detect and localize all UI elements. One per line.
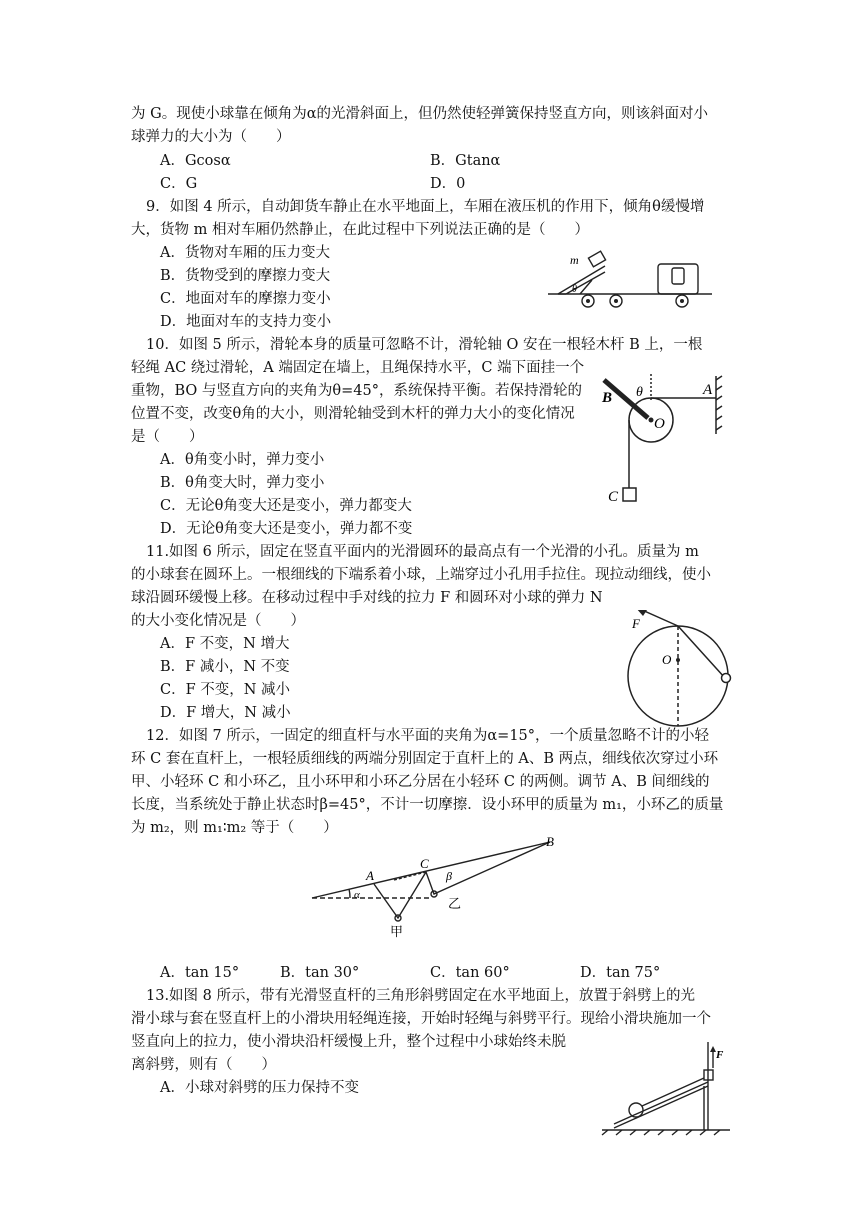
q9-option-a: A．货物对车厢的压力变大 — [160, 245, 330, 261]
figure-6-label-o: O — [662, 652, 672, 667]
q13-line-4: 离斜劈，则有（ ） — [131, 1057, 276, 1073]
q8-line-2: 球弹力的大小为（ ） — [131, 129, 291, 145]
figure-7-label-jia: 甲 — [390, 924, 404, 939]
q9-option-b: B．货物受到的摩擦力变大 — [160, 268, 331, 284]
figure-5-label-theta: θ — [636, 385, 643, 400]
q9-line-2: 大，货物 m 相对车厢仍然静止，在此过程中下列说法正确的是（ ） — [131, 222, 589, 238]
figure-6-label-f: F — [632, 616, 640, 631]
q12-option-b: B．tan 30° — [280, 965, 360, 981]
q12-option-a: A．tan 15° — [160, 965, 240, 981]
figure-5-label-o: O — [654, 416, 665, 432]
q11-line-3: 球沿圆环缓慢上移。在移动过程中手对线的拉力 F 和圆环对小球的弹力 N — [131, 590, 603, 606]
q11-option-b: B．F 减小，N 不变 — [160, 659, 290, 675]
q11-line-4: 的大小变化情况是（ ） — [131, 613, 305, 629]
q10-option-b: B．θ角变大时，弹力变小 — [160, 475, 325, 491]
q13-line-2: 滑小球与套在竖直杆上的小滑块用轻绳连接，开始时轻绳与斜劈平行。现给小滑块施加一个 — [131, 1011, 711, 1027]
figure-7-rod — [310, 832, 570, 940]
q8-option-d: D．0 — [430, 176, 466, 192]
figure-7-label-alpha: α — [354, 889, 360, 901]
q10-line-1: 10．如图 5 所示，滑轮本身的质量可忽略不计，滑轮轴 O 安在一根轻木杆 B 上，一根 — [146, 337, 703, 353]
q10-option-a: A．θ角变小时，弹力变小 — [160, 452, 325, 468]
q10-option-d: D．无论θ角变大还是变小，弹力都不变 — [160, 521, 413, 537]
figure-5-label-c: C — [608, 489, 619, 505]
figure-7-label-b: B — [546, 834, 554, 849]
q10-option-c: C．无论θ角变大还是变小，弹力都变大 — [160, 498, 412, 514]
figure-4-label-theta: θ — [572, 284, 577, 295]
figure-7-label-a: A — [366, 868, 374, 883]
figure-4-dump-truck — [540, 246, 720, 314]
figure-5-pulley — [596, 370, 736, 510]
figure-7-label-c: C — [420, 856, 429, 871]
q9-option-d: D．地面对车的支持力变小 — [160, 314, 332, 330]
figure-7-label-beta: β — [446, 869, 452, 883]
q12-option-c: C．tan 60° — [430, 965, 510, 981]
q11-option-a: A．F 不变，N 增大 — [160, 636, 290, 652]
figure-5-label-a: A — [703, 382, 713, 398]
q8-option-c: C．G — [160, 176, 198, 192]
figure-8-label-f: F — [716, 1049, 724, 1061]
q13-line-3: 竖直向上的拉力，使小滑块沿杆缓慢上升，整个过程中小球始终未脱 — [131, 1034, 566, 1050]
q12-option-d: D．tan 75° — [580, 965, 661, 981]
q12-line-5: 为 m₂，则 m₁∶m₂ 等于（ ） — [131, 820, 338, 836]
figure-5-label-b: B — [602, 390, 613, 406]
q8-option-b: B．Gtanα — [430, 153, 501, 169]
q11-line-2: 的小球套在圆环上。一根细线的下端系着小球，上端穿过小孔用手拉住。现拉动细线，使小 — [131, 567, 711, 583]
q11-option-c: C．F 不变，N 减小 — [160, 682, 291, 698]
q9-option-c: C．地面对车的摩擦力变小 — [160, 291, 331, 307]
q13-option-a: A．小球对斜劈的压力保持不变 — [160, 1080, 359, 1096]
figure-8-wedge — [600, 1038, 740, 1136]
q10-line-5: 是（ ） — [131, 429, 204, 445]
q9-line-1: 9．如图 4 所示，自动卸货车静止在水平地面上，车厢在液压机的作用下，倾角θ缓慢增 — [146, 199, 705, 215]
q12-line-3: 甲、小轻环 C 和小环乙，且小环甲和小环乙分居在小轻环 C 的两侧。调节 A、B 间细线的 — [131, 774, 710, 790]
q12-line-1: 12．如图 7 所示，一固定的细直杆与水平面的夹角为α=15°，一个质量忽略不计的小轻 — [146, 728, 710, 744]
figure-4-label-m: m — [570, 253, 579, 267]
q12-line-4: 长度，当系统处于静止状态时β=45°，不计一切摩擦．设小环甲的质量为 m₁，小环乙的质量 — [131, 797, 724, 813]
q11-line-1: 11.如图 6 所示，固定在竖直平面内的光滑圆环的最高点有一个光滑的小孔。质量为 m — [146, 544, 699, 560]
q11-option-d: D．F 增大，N 减小 — [160, 705, 291, 721]
q12-line-2: 环 C 套在直杆上，一根轻质细线的两端分别固定于直杆上的 A、B 两点，细线依次穿过小环 — [131, 751, 719, 767]
figure-6-ring — [620, 610, 740, 735]
q10-line-3: 重物，BO 与竖直方向的夹角为θ=45°，系统保持平衡。若保持滑轮的 — [131, 383, 582, 399]
q8-line-1: 为 G。现使小球靠在倾角为α的光滑斜面上，但仍然使轻弹簧保持竖直方向，则该斜面对小 — [131, 106, 708, 122]
figure-7-label-yi: 乙 — [448, 896, 462, 911]
q10-line-2: 轻绳 AC 绕过滑轮，A 端固定在墙上，且绳保持水平，C 端下面挂一个 — [131, 360, 585, 376]
q10-line-4: 位置不变，改变θ角的大小，则滑轮轴受到木杆的弹力大小的变化情况 — [131, 406, 575, 422]
q13-line-1: 13.如图 8 所示，带有光滑竖直杆的三角形斜劈固定在水平地面上，放置于斜劈上的光 — [146, 988, 696, 1004]
q8-option-a: A．Gcosα — [160, 153, 231, 169]
